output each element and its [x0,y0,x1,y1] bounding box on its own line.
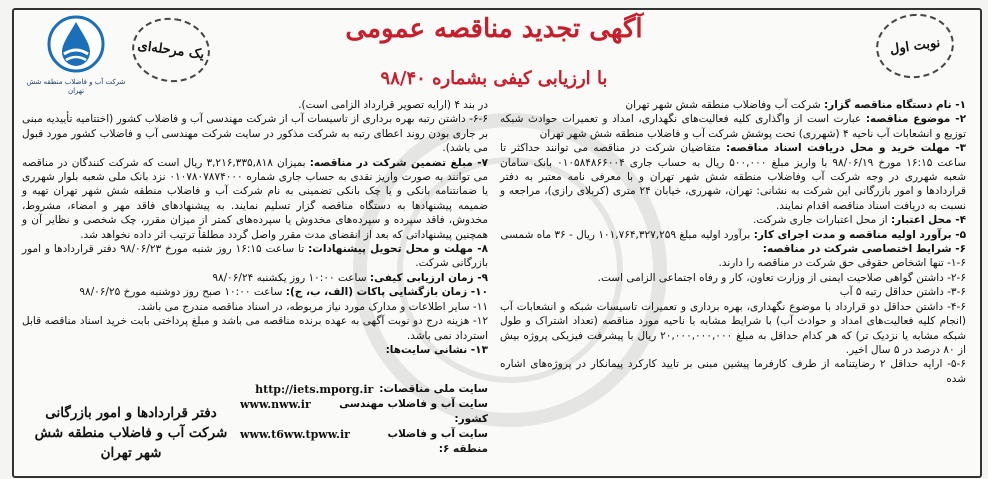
website-label: سایت آب و فاضلاب مهندسی کشور: [339,398,488,425]
website-row [240,397,488,427]
clause-label: ۲- موضوع مناقصه: [865,113,966,126]
clause [22,112,488,155]
website-label: سایت ملی مناقصات: [379,383,488,395]
clause [500,357,966,386]
clause-text: شرکت آب وفاضلاب منطقه شش شهر تهران [625,99,824,111]
website-link[interactable]: http://iets.mporg.ir [255,383,374,396]
left-column [22,98,488,357]
clause [500,228,966,242]
clause-text: ساعت ۱۰:۰۰ روز یکشنبه ۹۸/۰۶/۲۴ [212,271,370,284]
clause [22,242,488,271]
page-title: آگهی تجدید مناقصه عمومی [345,14,643,44]
clause [22,314,488,343]
clause [500,256,966,270]
clause [22,343,488,357]
clause-label: ۳- مهلت خرید و محل دریافت اسناد مناقصه: [725,142,966,155]
signature-line-1: دفتر قراردادها و امور بازرگانی [45,405,217,421]
website-label: سایت آب و فاضلاب منطقه ۶: [387,428,488,455]
clause-text: برآورد اولیه مبلغ ۱۰۱,۷۶۴,۳۲۷,۲۵۹ ریال - ۳۶ ماه شمسی [500,228,754,241]
signature-block [26,403,236,463]
clause-text: ۶-۶- داشتن رتبه بهره برداری از تاسیسات آب از شرکت مهندسی آب و فاضلاب کشور (اختتامیه تأییدیه مبنی بر جاری بودن روند اعطای رتبه به شرکت مذکور در سایت شرکت مهندسی آب و فاضلاب کشور مورد قبول می باشد). [22,113,488,155]
clause-text: ۴-۶- داشتن حداقل دو قرارداد با موضوع نگهداری، بهره برداری و تعمیرات تاسیسات شبکه و انشعابات آب (انجام کلیه فعالیت‌های امداد و حوادث آب) با شرایط مشابه با ناحیه مورد مناقصه (تعداد اشتراک و طول شبکه مشابه یا نزدیک تر) که هر کدام حداقل به مبلغ ۲۰,۰۰۰,۰۰۰,۰۰۰ ریال با پیشرفت فیزیکی پروژه بیش از ۸۰ درصد در ۵ سال اخیر. [500,300,967,356]
website-row [240,382,488,397]
website-link[interactable]: www.nww.ir [240,398,311,411]
website-row [240,427,488,457]
clause-text: بمیزان ۳,۲۱۶,۳۳۵,۸۱۸ ریال است که شرکت کنندگان در مناقصه می توانند به صورت واریز نقدی به حساب جاری شماره ۰۱۰۷۸۰۷۸۷۴۰۰۰ نزد بانک ملی شعبه بلوار شهرری یا ضمانتنامه بانکی و یا چک بانکی تضمینی به نام شرکت آب و فاضلاب منطقه شش شهر تهران تهیه و ضمیمه پیشنهادها به دستگاه مناقصه گزار تسلیم نمایند. به پیشنهادهای فاقد مهر و امضاء، مشروط، مخدوش، فاقد سپرده و سپرده‌های مخدوش یا سپرده‌های کمتر از میزان مقرر، چک شخصی و نظایر آن و همچنین پیشنهاداتی که بعد از انقضای مدت مقرر واصل گردد مطلقاً ترتیب اثر داده نخواهد شد. [22,156,488,241]
logo-caption: شرکت آب و فاضلاب منطقه شش تهران [26,78,126,95]
clause [500,112,966,141]
clause-label: ۱۳- نشانی سایت‌ها: [385,343,488,356]
clause [500,242,966,256]
page-subtitle: با ارزیابی کیفی بشماره ۹۸/۴۰ [380,68,608,89]
clause-text: ساعت ۱۰:۰۰ صبح روز دوشنبه مورخ ۹۸/۰۶/۲۵ [79,286,286,299]
clause-text: عبارت است از واگذاری کلیه فعالیت‌های نگهداری، امداد و تعمیرات حوادث شبکه توزیع و انشعابات آب ناحیه ۴ (شهرری) تحت پوشش شرکت آب و فاضلاب منطقه شش شهر تهران [500,113,966,140]
clause-text: از محل اعتبارات جاری شرکت. [753,214,891,227]
clause [500,213,966,227]
clause-text: ۵-۶- ارایه حداقل ۲ رضایتنامه از طرف کارفرما پیشین مبنی بر تایید کارکرد پیمانکار در پروژه‌های اشاره شده [500,358,966,385]
clause-text: ۱۱- سایر اطلاعات و مدارک مورد نیاز مربوطه، در اسناد مناقصه مندرج می باشد. [137,300,488,313]
clause-text: ۱-۶- تنها اشخاص حقوقی حق شرکت در مناقصه را دارند. [718,257,966,270]
clause-label: ۴- محل اعتبار: [890,214,966,227]
clause-label: ۵- برآورد اولیه مناقصه و مدت اجرای کار: [753,228,966,241]
clause [500,271,966,285]
clause-label: ۷- مبلغ تضمین شرکت در مناقصه: [309,156,488,169]
clause [500,285,966,299]
clause [500,300,966,358]
signature-line-2: شرکت آب و فاضلاب منطقه شش شهر تهران [34,425,228,461]
website-link[interactable]: www.t6ww.tpww.ir [240,428,350,441]
clause [500,141,966,213]
clause [22,300,488,314]
clause [22,285,488,299]
clause-label: ۸- مهلت و محل تحویل پیشنهادات: [308,243,489,256]
clause-text: تا ساعت ۱۶:۱۵ روز شنبه مورخ ۹۸/۰۶/۲۳ دفتر قراردادها و امور بازرگانی شرکت. [22,243,488,270]
clause-text: متقاضیان شرکت در مناقصه می توانند حداکثر تا ساعت ۱۶:۱۵ مورخ ۹۸/۰۶/۱۹ با واریز مبلغ ۵۰۰,۰۰۰ ریال به حساب جاری ۰۱۰۵۸۴۸۶۶۰۰۴ بانک سامان شعبه شهرری در وجه شرکت آب وفاضلاب منطقه شش شهر تهران و با معرفی نامه معتبر به دفتر قراردادها و امور بازرگانی این شرکت به نشانی: تهران، شهرری، خیابان ۲۴ متری (کربلای رازی)، مراجعه و نسبت به دریافت اسناد مناقصه اقدام نمایند. [500,142,966,212]
right-column [500,98,966,386]
clause [22,156,488,242]
websites-list [240,382,488,457]
clause-label: ۶- شرایط اختصاصی شرکت در مناقصه: [762,243,966,256]
clause-label: ۱۰- زمان بازگشایی پاکات (الف، ب، ج): [285,286,488,299]
clause [22,98,488,112]
clause-text: ۲-۶- داشتن گواهی صلاحیت ایمنی از وزارت تعاون، کار و رفاه اجتماعی الزامی است. [597,271,966,284]
clause [22,271,488,285]
clause-text: ۱۲- هزینه درج دو نوبت آگهی به عهده برنده مناقصه می باشد و مبلغ پرداختی بابت خرید اسناد مناقصه قابل استرداد نمی باشد. [22,315,488,342]
clause-text: در بند ۴ (ارایه تصویر قرارداد الزامی است). [298,99,488,111]
clause-text: ۳-۶- داشتن حداقل رتبه ۵ آب [839,286,966,299]
badge-first-turn: نوبت اول [872,9,958,83]
clause-label: ۱- نام دستگاه مناقصه گزار: [823,99,966,111]
badge-one-stage: یک مرحله‌ای [128,13,214,87]
clause [500,98,966,112]
clause-label: ۹- زمان ارزیابی کیفی: [369,271,488,284]
